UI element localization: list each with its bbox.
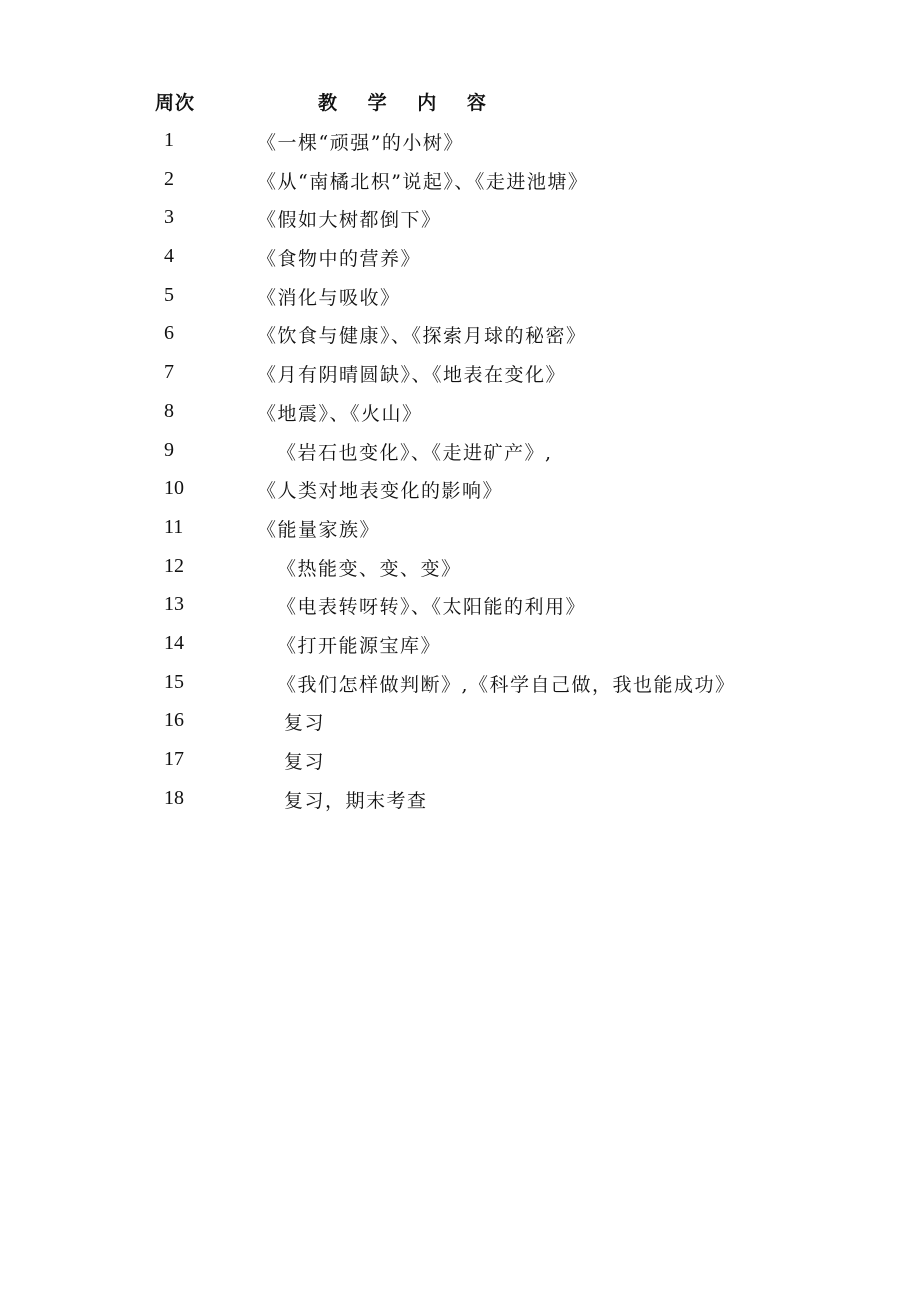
lesson-content: 复习，期末考查 <box>284 789 428 812</box>
lesson-content: 复习 <box>284 751 326 773</box>
lesson-content: 《打开能源宝库》 <box>277 634 442 657</box>
lesson-content: 《假如大树都倒下》 <box>257 209 442 232</box>
schedule-row <box>0 201 920 240</box>
schedule-row <box>0 434 920 473</box>
week-column-header: 周次 <box>155 92 196 114</box>
content-column-header: 教 学 内 容 <box>318 92 488 114</box>
lesson-content: 《消化与吸收》 <box>257 286 401 309</box>
week-number: 14 <box>164 631 184 654</box>
lesson-content: 《电表转呀转》、《太阳能的利用》 <box>277 596 587 619</box>
week-number: 4 <box>164 245 174 268</box>
schedule-row <box>0 395 920 434</box>
week-number: 3 <box>164 206 174 229</box>
week-number: 8 <box>164 399 174 422</box>
lesson-content: 《一棵“顽强”的小树》 <box>257 132 464 154</box>
week-number: 1 <box>164 129 174 151</box>
lesson-content: 《人类对地表变化的影响》 <box>257 480 504 503</box>
week-number: 2 <box>164 167 174 190</box>
week-number: 5 <box>164 283 174 306</box>
week-number: 6 <box>164 322 174 345</box>
week-number: 13 <box>164 593 184 616</box>
lesson-content: 《我们怎样做判断》,《科学自己做，我也能成功》 <box>277 673 736 696</box>
schedule-row <box>0 124 920 163</box>
lesson-content: 《月有阴晴圆缺》、《地表在变化》 <box>257 364 567 387</box>
schedule-row <box>0 666 920 705</box>
schedule-row <box>0 163 920 202</box>
schedule-header <box>0 88 920 116</box>
schedule-row <box>0 550 920 589</box>
week-number: 7 <box>164 361 174 384</box>
week-number: 11 <box>164 515 184 538</box>
week-number: 12 <box>164 554 184 577</box>
week-number: 18 <box>164 786 184 809</box>
week-number: 17 <box>164 748 184 770</box>
lesson-content: 《地震》、《火山》 <box>257 402 423 425</box>
lesson-content: 《食物中的营养》 <box>257 248 422 271</box>
schedule-row <box>0 472 920 511</box>
schedule-row <box>0 356 920 395</box>
week-number: 15 <box>164 670 184 693</box>
lesson-content: 《从“南橘北枳”说起》、《走进池塘》 <box>257 170 589 193</box>
schedule-row <box>0 511 920 550</box>
schedule-row <box>0 317 920 356</box>
schedule-row <box>0 240 920 279</box>
lesson-content: 《热能变、变、变》 <box>277 557 462 580</box>
schedule-row <box>0 782 920 821</box>
week-number: 9 <box>164 438 174 461</box>
week-number: 10 <box>164 477 184 500</box>
lesson-content: 《能量家族》 <box>257 518 381 541</box>
schedule-row <box>0 279 920 318</box>
week-number: 16 <box>164 709 184 732</box>
schedule-row <box>0 588 920 627</box>
schedule-list <box>0 124 920 820</box>
lesson-content: 《饮食与健康》、《探索月球的秘密》 <box>257 325 587 348</box>
schedule-row <box>0 743 920 782</box>
lesson-content: 复习 <box>284 712 326 735</box>
schedule-row <box>0 704 920 743</box>
schedule-row <box>0 627 920 666</box>
lesson-content: 《岩石也变化》、《走进矿产》, <box>277 441 553 464</box>
